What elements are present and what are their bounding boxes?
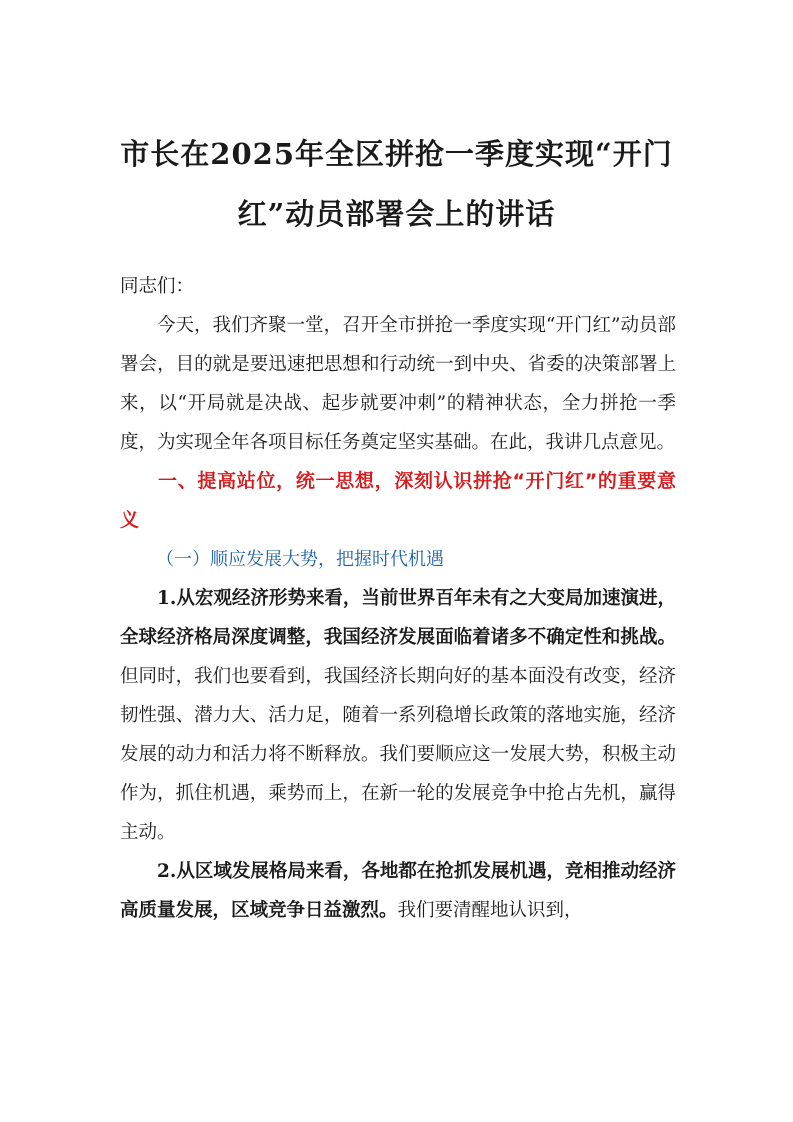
subsection-heading-1: （一）顺应发展大势，把握时代机遇 <box>156 549 444 570</box>
salutation: 同志们： <box>120 276 195 297</box>
paragraph-1 <box>120 579 676 852</box>
paragraph-2-lead: 2.从区域发展格局来看，各地都在抢抓发展机遇，竞相推动经济高质量发展，区域竞争日益激烈。 <box>120 861 676 921</box>
paragraph-1-body: 但同时，我们也要看到，我国经济长期向好的基本面没有改变，经济韧性强、潜力大、活力足，随着一系列稳增长政策的落地实施，经济发展的动力和活力将不断释放。我们要顺应这一发展大势，积极主动作为，抓住机遇，乘势而上，在新一轮的发展竞争中抢占先机，赢得主动。 <box>120 666 676 843</box>
intro-paragraph: 今天，我们齐聚一堂，召开全市拼抢一季度实现“开门红”动员部署会，目的就是要迅速把思想和行动统一到中央、省委的决策部署上来，以“开局就是决战、起步就要冲刺”的精神状态，全力拼抢一季度，为实现全年各项目标任务奠定坚实基础。在此，我讲几点意见。 <box>120 315 676 453</box>
section-heading-1: 一、提高站位，统一思想，深刻认识拼抢“开门红”的重要意义 <box>120 470 676 531</box>
paragraph-1-lead: 1.从宏观经济形势来看，当前世界百年未有之大变局加速演进，全球经济格局深度调整，我国经济发展面临着诸多不确定性和挑战。 <box>120 588 676 648</box>
paragraph-2 <box>120 852 676 930</box>
paragraph-2-body: 我们要清醒地认识到， <box>397 900 583 921</box>
document-title: 市长在2025年全区拼抢一季度实现“开门红”动员部署会上的讲话 <box>120 137 673 231</box>
document-body <box>120 267 676 930</box>
